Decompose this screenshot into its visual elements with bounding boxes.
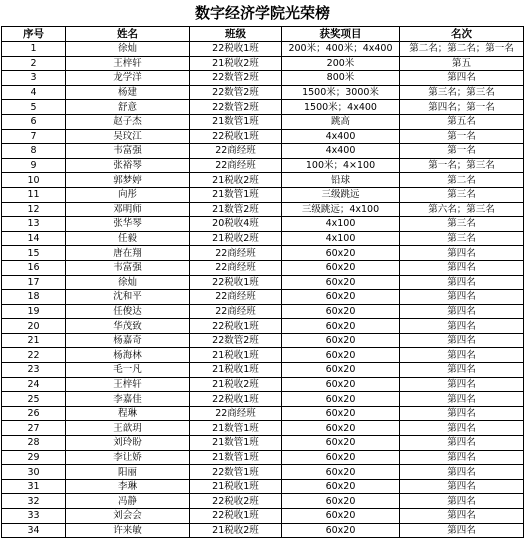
cell-rank: 第四名 (400, 304, 524, 319)
cell-event: 4x100 (282, 217, 400, 232)
cell-event: 200米；400米；4x400 (282, 42, 400, 57)
cell-rank: 第四名 (400, 509, 524, 524)
cell-index: 30 (2, 465, 66, 480)
cell-event: 60x20 (282, 392, 400, 407)
cell-name: 任毅 (66, 231, 190, 246)
cell-class: 22税收1班 (190, 42, 282, 57)
cell-name: 王歆玥 (66, 421, 190, 436)
cell-name: 王梓轩 (66, 377, 190, 392)
cell-rank: 第三名；第三名 (400, 85, 524, 100)
cell-rank: 第四名 (400, 275, 524, 290)
cell-event: 800米 (282, 71, 400, 86)
cell-index: 24 (2, 377, 66, 392)
table-row (2, 523, 524, 538)
cell-rank: 第二名 (400, 173, 524, 188)
cell-class: 21税收1班 (190, 348, 282, 363)
table-row (2, 231, 524, 246)
cell-rank: 第四名 (400, 290, 524, 305)
cell-name: 冯静 (66, 494, 190, 509)
cell-index: 21 (2, 333, 66, 348)
cell-class: 22税收1班 (190, 392, 282, 407)
cell-name: 张华琴 (66, 217, 190, 232)
cell-class: 21数管1班 (190, 450, 282, 465)
cell-name: 郭梦婷 (66, 173, 190, 188)
cell-event: 60x20 (282, 275, 400, 290)
cell-index: 17 (2, 275, 66, 290)
cell-event: 60x20 (282, 479, 400, 494)
cell-name: 杨建 (66, 85, 190, 100)
cell-rank: 第一名 (400, 129, 524, 144)
cell-class: 22商经班 (190, 158, 282, 173)
cell-index: 27 (2, 421, 66, 436)
cell-class: 22数管1班 (190, 465, 282, 480)
cell-class: 22商经班 (190, 304, 282, 319)
cell-class: 22数管2班 (190, 100, 282, 115)
cell-name: 阳丽 (66, 465, 190, 480)
cell-rank: 第四名 (400, 348, 524, 363)
cell-index: 20 (2, 319, 66, 334)
table-row (2, 217, 524, 232)
cell-event: 60x20 (282, 363, 400, 378)
cell-index: 18 (2, 290, 66, 305)
cell-event: 60x20 (282, 348, 400, 363)
cell-rank: 第一名 (400, 144, 524, 159)
cell-name: 龙学洋 (66, 71, 190, 86)
cell-name: 唐在翔 (66, 246, 190, 261)
cell-class: 22商经班 (190, 246, 282, 261)
cell-name: 李琳 (66, 479, 190, 494)
cell-index: 28 (2, 436, 66, 451)
cell-index: 2 (2, 56, 66, 71)
cell-index: 15 (2, 246, 66, 261)
cell-class: 22商经班 (190, 260, 282, 275)
cell-index: 3 (2, 71, 66, 86)
table-row (2, 406, 524, 421)
table-row (2, 363, 524, 378)
cell-class: 21税收1班 (190, 363, 282, 378)
honor-roll-table (1, 26, 524, 538)
cell-event: 60x20 (282, 406, 400, 421)
cell-name: 韦富强 (66, 144, 190, 159)
cell-event: 60x20 (282, 260, 400, 275)
cell-name: 刘会会 (66, 509, 190, 524)
cell-rank: 第四名 (400, 363, 524, 378)
cell-name: 程琳 (66, 406, 190, 421)
cell-name: 舒意 (66, 100, 190, 115)
cell-index: 25 (2, 392, 66, 407)
table-row (2, 202, 524, 217)
table-row (2, 465, 524, 480)
cell-rank: 第四名 (400, 377, 524, 392)
cell-index: 1 (2, 42, 66, 57)
cell-class: 21税收2班 (190, 56, 282, 71)
cell-index: 31 (2, 479, 66, 494)
table-body (2, 42, 524, 538)
cell-event: 60x20 (282, 494, 400, 509)
cell-class: 21税收1班 (190, 479, 282, 494)
cell-event: 60x20 (282, 377, 400, 392)
cell-event: 4x400 (282, 129, 400, 144)
cell-rank: 第三名 (400, 231, 524, 246)
cell-index: 22 (2, 348, 66, 363)
table-row (2, 333, 524, 348)
cell-name: 徐灿 (66, 42, 190, 57)
cell-event: 60x20 (282, 319, 400, 334)
cell-class: 22税收1班 (190, 129, 282, 144)
table-row (2, 275, 524, 290)
table-row (2, 100, 524, 115)
cell-event: 200米 (282, 56, 400, 71)
cell-event: 三级跳远 (282, 187, 400, 202)
cell-rank: 第四名 (400, 450, 524, 465)
table-row (2, 71, 524, 86)
cell-name: 李嘉佳 (66, 392, 190, 407)
cell-rank: 第四名 (400, 333, 524, 348)
cell-name: 杨海林 (66, 348, 190, 363)
table-row (2, 392, 524, 407)
cell-rank: 第二名；第二名；第一名 (400, 42, 524, 57)
cell-class: 21税收2班 (190, 523, 282, 538)
cell-index: 32 (2, 494, 66, 509)
table-row (2, 187, 524, 202)
cell-event: 跳高 (282, 114, 400, 129)
cell-name: 徐灿 (66, 275, 190, 290)
table-row (2, 56, 524, 71)
cell-name: 王梓轩 (66, 56, 190, 71)
cell-index: 10 (2, 173, 66, 188)
cell-event: 60x20 (282, 450, 400, 465)
header-rank: 名次 (400, 27, 524, 42)
header-class: 班级 (190, 27, 282, 42)
cell-rank: 第三名 (400, 187, 524, 202)
cell-index: 6 (2, 114, 66, 129)
cell-class: 22数管2班 (190, 333, 282, 348)
cell-index: 4 (2, 85, 66, 100)
cell-event: 三级跳远；4x100 (282, 202, 400, 217)
cell-name: 赵子杰 (66, 114, 190, 129)
header-name: 姓名 (66, 27, 190, 42)
cell-index: 16 (2, 260, 66, 275)
cell-index: 14 (2, 231, 66, 246)
cell-name: 沈和平 (66, 290, 190, 305)
cell-name: 吴玟江 (66, 129, 190, 144)
cell-event: 60x20 (282, 304, 400, 319)
header-index: 序号 (2, 27, 66, 42)
cell-rank: 第四名 (400, 319, 524, 334)
cell-name: 杨嘉奇 (66, 333, 190, 348)
cell-rank: 第四名 (400, 406, 524, 421)
table-row (2, 173, 524, 188)
cell-rank: 第四名 (400, 494, 524, 509)
table-row (2, 246, 524, 261)
cell-class: 21数管1班 (190, 114, 282, 129)
table-row (2, 450, 524, 465)
cell-name: 张裕琴 (66, 158, 190, 173)
cell-class: 22数管2班 (190, 71, 282, 86)
table-row (2, 304, 524, 319)
cell-class: 21数管1班 (190, 421, 282, 436)
header-event: 获奖项目 (282, 27, 400, 42)
cell-rank: 第五 (400, 56, 524, 71)
cell-event: 100米；4×100 (282, 158, 400, 173)
page-title: 数字经济学院光荣榜 (194, 4, 330, 22)
cell-rank: 第四名 (400, 392, 524, 407)
cell-index: 23 (2, 363, 66, 378)
table-row (2, 260, 524, 275)
cell-class: 22税收1班 (190, 319, 282, 334)
cell-name: 李让娇 (66, 450, 190, 465)
cell-event: 4x400 (282, 144, 400, 159)
cell-class: 21数管1班 (190, 187, 282, 202)
cell-event: 1500米；3000米 (282, 85, 400, 100)
cell-name: 毛一凡 (66, 363, 190, 378)
cell-event: 60x20 (282, 421, 400, 436)
table-row (2, 144, 524, 159)
cell-rank: 第三名 (400, 217, 524, 232)
cell-index: 5 (2, 100, 66, 115)
cell-index: 34 (2, 523, 66, 538)
table-row (2, 290, 524, 305)
cell-event: 60x20 (282, 246, 400, 261)
table-row (2, 42, 524, 57)
cell-index: 33 (2, 509, 66, 524)
cell-index: 11 (2, 187, 66, 202)
cell-class: 22商经班 (190, 290, 282, 305)
cell-name: 刘玲盼 (66, 436, 190, 451)
table-row (2, 348, 524, 363)
cell-class: 21税收2班 (190, 377, 282, 392)
cell-event: 60x20 (282, 465, 400, 480)
cell-class: 22税收1班 (190, 509, 282, 524)
table-row (2, 158, 524, 173)
cell-index: 7 (2, 129, 66, 144)
cell-event: 60x20 (282, 509, 400, 524)
cell-rank: 第一名；第三名 (400, 158, 524, 173)
cell-class: 22税收2班 (190, 494, 282, 509)
cell-event: 60x20 (282, 523, 400, 538)
cell-rank: 第四名 (400, 479, 524, 494)
cell-class: 22税收1班 (190, 275, 282, 290)
table-header-row (2, 27, 524, 42)
cell-class: 21税收2班 (190, 231, 282, 246)
cell-class: 20税收4班 (190, 217, 282, 232)
cell-rank: 第五名 (400, 114, 524, 129)
cell-event: 60x20 (282, 436, 400, 451)
cell-class: 21数管1班 (190, 436, 282, 451)
cell-index: 26 (2, 406, 66, 421)
cell-name: 华茂致 (66, 319, 190, 334)
cell-index: 9 (2, 158, 66, 173)
cell-rank: 第六名；第三名 (400, 202, 524, 217)
cell-rank: 第四名 (400, 260, 524, 275)
cell-name: 任俊达 (66, 304, 190, 319)
cell-rank: 第四名；第一名 (400, 100, 524, 115)
table-row (2, 85, 524, 100)
cell-class: 22数管2班 (190, 85, 282, 100)
table-row (2, 377, 524, 392)
cell-event: 60x20 (282, 333, 400, 348)
cell-rank: 第四名 (400, 246, 524, 261)
table-row (2, 494, 524, 509)
table-row (2, 436, 524, 451)
cell-event: 4x100 (282, 231, 400, 246)
cell-index: 29 (2, 450, 66, 465)
cell-name: 韦富强 (66, 260, 190, 275)
cell-index: 13 (2, 217, 66, 232)
cell-rank: 第四名 (400, 523, 524, 538)
cell-event: 1500米；4x400 (282, 100, 400, 115)
table-row (2, 129, 524, 144)
cell-name: 向彤 (66, 187, 190, 202)
cell-class: 21数管2班 (190, 202, 282, 217)
cell-class: 22商经班 (190, 144, 282, 159)
cell-index: 8 (2, 144, 66, 159)
cell-name: 许来敏 (66, 523, 190, 538)
cell-name: 邓明师 (66, 202, 190, 217)
cell-index: 19 (2, 304, 66, 319)
table-row (2, 319, 524, 334)
table-row (2, 114, 524, 129)
cell-rank: 第四名 (400, 436, 524, 451)
cell-rank: 第四名 (400, 465, 524, 480)
cell-rank: 第四名 (400, 71, 524, 86)
table-row (2, 509, 524, 524)
cell-event: 60x20 (282, 290, 400, 305)
cell-index: 12 (2, 202, 66, 217)
table-row (2, 479, 524, 494)
cell-class: 22商经班 (190, 406, 282, 421)
cell-class: 21税收2班 (190, 173, 282, 188)
cell-event: 铅球 (282, 173, 400, 188)
cell-rank: 第四名 (400, 421, 524, 436)
table-row (2, 421, 524, 436)
